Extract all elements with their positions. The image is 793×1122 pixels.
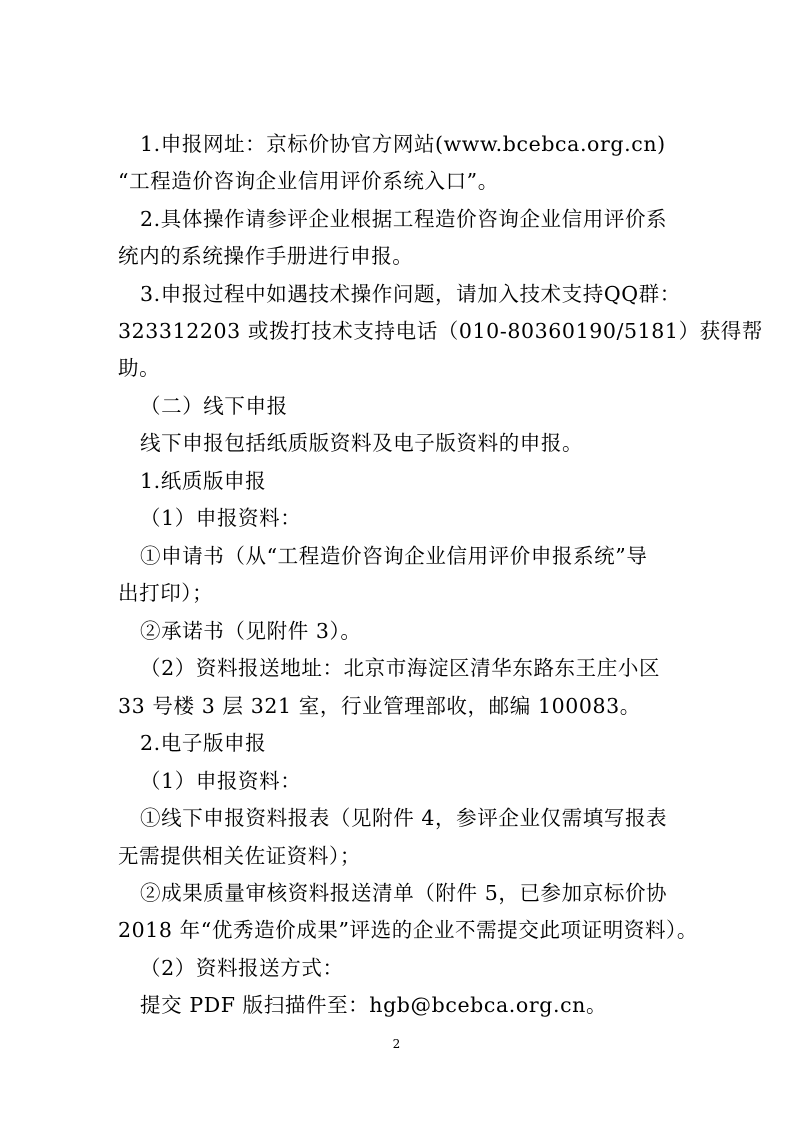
list-item-report-form-line-1: ①线下申报资料报表（见附件 4，参评企业仅需填写报表 (140, 806, 668, 830)
paragraph-operation-line-2: 统内的系统操作手册进行申报。 (118, 244, 414, 268)
subheading-paper-materials: （1）申报资料： (140, 506, 302, 530)
list-item-application-line-1: ①申请书（从“工程造价咨询企业信用评价申报系统”导 (140, 544, 648, 568)
paragraph-support-line-1: 3.申报过程中如遇技术操作问题，请加入技术支持QQ群： (140, 282, 681, 306)
subheading-paper: 1.纸质版申报 (140, 469, 267, 493)
paragraph-address-line-2: 33 号楼 3 层 321 室，行业管理部收，邮编 100083。 (118, 694, 641, 718)
subheading-electronic: 2.电子版申报 (140, 731, 267, 755)
subheading-electronic-materials: （1）申报资料： (140, 769, 302, 793)
page-number: 2 (392, 1037, 401, 1051)
list-item-quality-checklist-line-1: ②成果质量审核资料报送清单（附件 5，已参加京标价协 (140, 881, 668, 905)
paragraph-address-line-1: （2）资料报送地址：北京市海淀区清华东路东王庄小区 (140, 656, 661, 680)
paragraph-submission-email: 提交 PDF 版扫描件至：hgb@bcebca.org.cn。 (140, 993, 608, 1017)
list-item-report-form-line-2: 无需提供相关佐证资料）； (118, 844, 361, 868)
list-item-commitment: ②承诺书（见附件 3）。 (140, 619, 362, 643)
list-item-quality-checklist-line-2: 2018 年“优秀造价成果”评选的企业不需提交此项证明资料）。 (118, 918, 698, 942)
paragraph-online-url-line-1: 1.申报网址：京标价协官方网站(www.bcebca.org.cn) (140, 132, 666, 156)
subheading-submission-method: （2）资料报送方式： (140, 956, 344, 980)
paragraph-online-url-line-2: “工程造价咨询企业信用评价系统入口”。 (118, 169, 499, 193)
paragraph-operation-line-1: 2.具体操作请参评企业根据工程造价咨询企业信用评价系 (140, 207, 668, 231)
list-item-application-line-2: 出打印）； (118, 581, 214, 605)
paragraph-offline-intro: 线下申报包括纸质版资料及电子版资料的申报。 (140, 431, 584, 455)
paragraph-support-line-2: 323312203 或拨打技术支持电话（010-80360190/5181）获得帮 (118, 319, 763, 343)
section-heading-offline: （二）线下申报 (140, 394, 288, 418)
paragraph-support-line-3: 助。 (118, 356, 161, 380)
